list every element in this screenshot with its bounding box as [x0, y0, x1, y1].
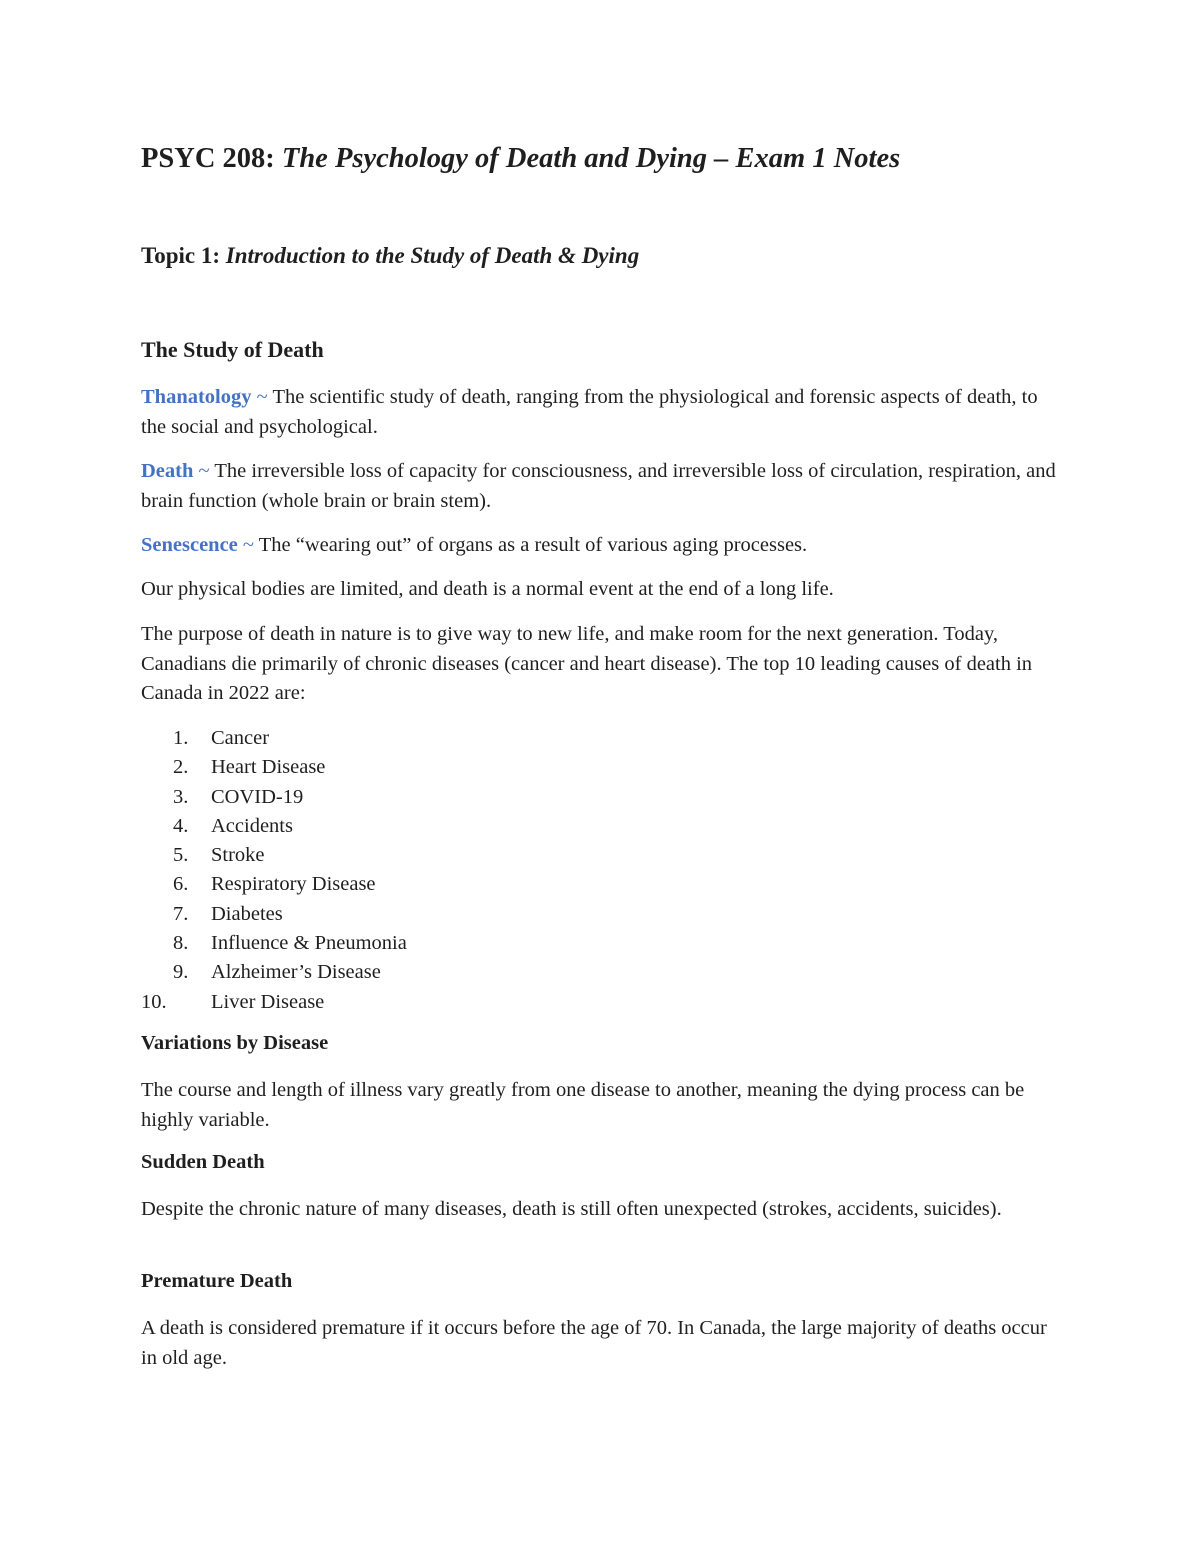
topic-label: Topic 1:: [141, 243, 221, 268]
list-item: [141, 958, 407, 987]
list-item: [141, 753, 407, 782]
topic-heading: [141, 243, 639, 269]
list-item-number: 2.: [173, 756, 189, 779]
list-item-label: Cancer: [211, 727, 270, 749]
paragraph-premature-death: A death is considered premature if it occurs before the age of 70. In Canada, the large majority of deaths occur in old age.: [141, 1317, 1047, 1369]
definition-separator: ~: [256, 386, 268, 408]
list-item-label: Respiratory Disease: [211, 873, 376, 896]
list-item-number: 6.: [173, 873, 189, 896]
paragraph-variations: The course and length of illness vary greatly from one disease to another, meaning the dying process can be highly variable.: [141, 1079, 1025, 1131]
list-item-number: 7.: [173, 902, 189, 925]
course-code: PSYC 208:: [141, 143, 275, 174]
definition-separator: ~: [242, 534, 254, 556]
list-item: [141, 841, 407, 870]
list-item-number: 5.: [173, 844, 189, 867]
list-item-label: Alzheimer’s Disease: [211, 961, 381, 984]
section-heading-sudden-death: Sudden Death: [141, 1151, 265, 1173]
list-item: [141, 900, 407, 929]
definition-text: The “wearing out” of organs as a result of various aging processes.: [258, 534, 808, 556]
list-item-label: Liver Disease: [211, 990, 325, 1013]
list-item: [141, 988, 407, 1017]
list-item-label: Influence & Pneumonia: [211, 932, 407, 955]
list-item-label: Accidents: [211, 814, 293, 837]
list-item: [141, 783, 407, 812]
definition-term: Senescence: [141, 534, 238, 556]
causes-of-death-list: [141, 724, 407, 1017]
list-item-number: 4.: [173, 814, 189, 837]
document-title: [141, 143, 900, 175]
definition-thanatology: [141, 383, 1066, 442]
paragraph-physical-bodies: Our physical bodies are limited, and death is a normal event at the end of a long life.: [141, 578, 834, 600]
section-heading-study-of-death: The Study of Death: [141, 337, 324, 362]
list-item: [141, 812, 407, 841]
section-heading-premature-death: Premature Death: [141, 1270, 293, 1292]
list-item-label: COVID-19: [211, 785, 304, 808]
list-item-label: Stroke: [211, 844, 265, 867]
definition-term: Death: [141, 460, 194, 482]
list-item-label: Heart Disease: [211, 756, 326, 779]
list-item-number: 1.: [173, 727, 189, 749]
list-item-number: 3.: [173, 785, 189, 808]
definition-separator: ~: [198, 460, 210, 482]
list-item: [141, 929, 407, 958]
topic-name: Introduction to the Study of Death & Dying: [225, 243, 640, 268]
paragraph-sudden-death: Despite the chronic nature of many diseases, death is still often unexpected (strokes, accidents, suicides).: [141, 1198, 1002, 1220]
course-subtitle: The Psychology of Death and Dying – Exam 1 Notes: [281, 143, 901, 174]
list-item-number: 9.: [173, 961, 189, 984]
definition-senescence: [141, 531, 1066, 561]
definition-term: Thanatology: [141, 386, 252, 408]
list-item-label: Diabetes: [211, 902, 283, 925]
list-item-number: 10.: [141, 990, 167, 1013]
paragraph-purpose-of-death: The purpose of death in nature is to give way to new life, and make room for the next generation. Today, Canadians die primarily of chronic diseases (cancer and heart disease). The top 10 leading causes of death in Canada in 2022 are:: [141, 623, 1033, 704]
section-heading-variations: Variations by Disease: [141, 1032, 329, 1054]
definition-text: The irreversible loss of capacity for consciousness, and irreversible loss of circulation, respiration, and brain function (whole brain or brain stem).: [141, 460, 1056, 512]
definition-death: [141, 457, 1066, 516]
list-item-number: 8.: [173, 932, 189, 955]
list-item: [141, 870, 407, 899]
list-item: [141, 724, 407, 753]
definition-text: The scientific study of death, ranging from the physiological and forensic aspects of death, to the social and psychological.: [141, 386, 1038, 438]
